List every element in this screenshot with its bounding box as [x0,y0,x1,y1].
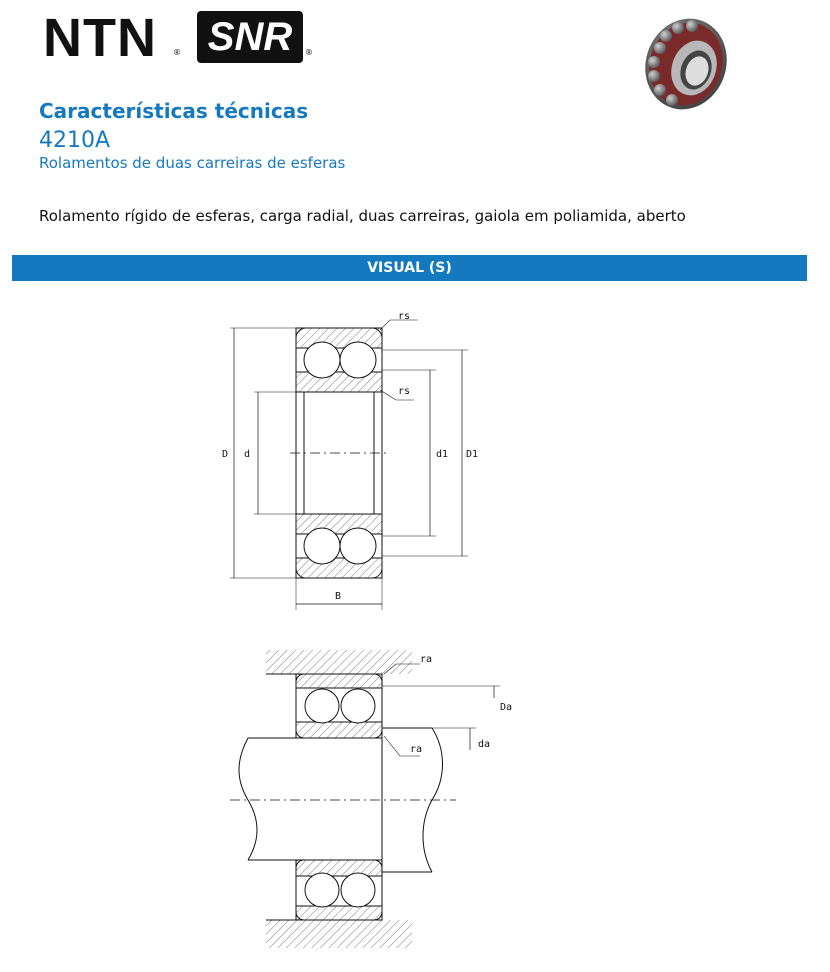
label-Da: Da [500,702,513,713]
bearing-reference: 4210A [39,128,111,153]
section-header-visual: VISUAL (S) [12,255,807,281]
bearing-type-subtitle: Rolamentos de duas carreiras de esferas [39,154,346,172]
snr-logo-text: SNR [197,11,303,63]
bearing-dimension-drawing [0,300,830,620]
label-da: da [478,739,491,750]
label-ra-top: ra [420,654,433,665]
label-rs-mid: rs [398,386,411,397]
bearing-product-image [638,12,730,116]
label-d1: d1 [436,449,449,460]
label-d: d [244,449,251,460]
label-B: B [335,591,342,602]
ntn-logo-text: NTN [43,8,157,68]
ntn-registered-mark: ® [173,48,181,57]
label-D1: D1 [466,449,479,460]
bearing-mounting-drawing [0,640,830,960]
label-ra-mid: ra [410,744,423,755]
document-title: Características técnicas [39,99,309,123]
bearing-description: Rolamento rígido de esferas, carga radial, duas carreiras, gaiola em poliamida, aberto [39,207,686,225]
label-rs-top: rs [398,311,411,322]
snr-registered-mark: ® [305,48,313,57]
label-D: D [222,449,229,460]
